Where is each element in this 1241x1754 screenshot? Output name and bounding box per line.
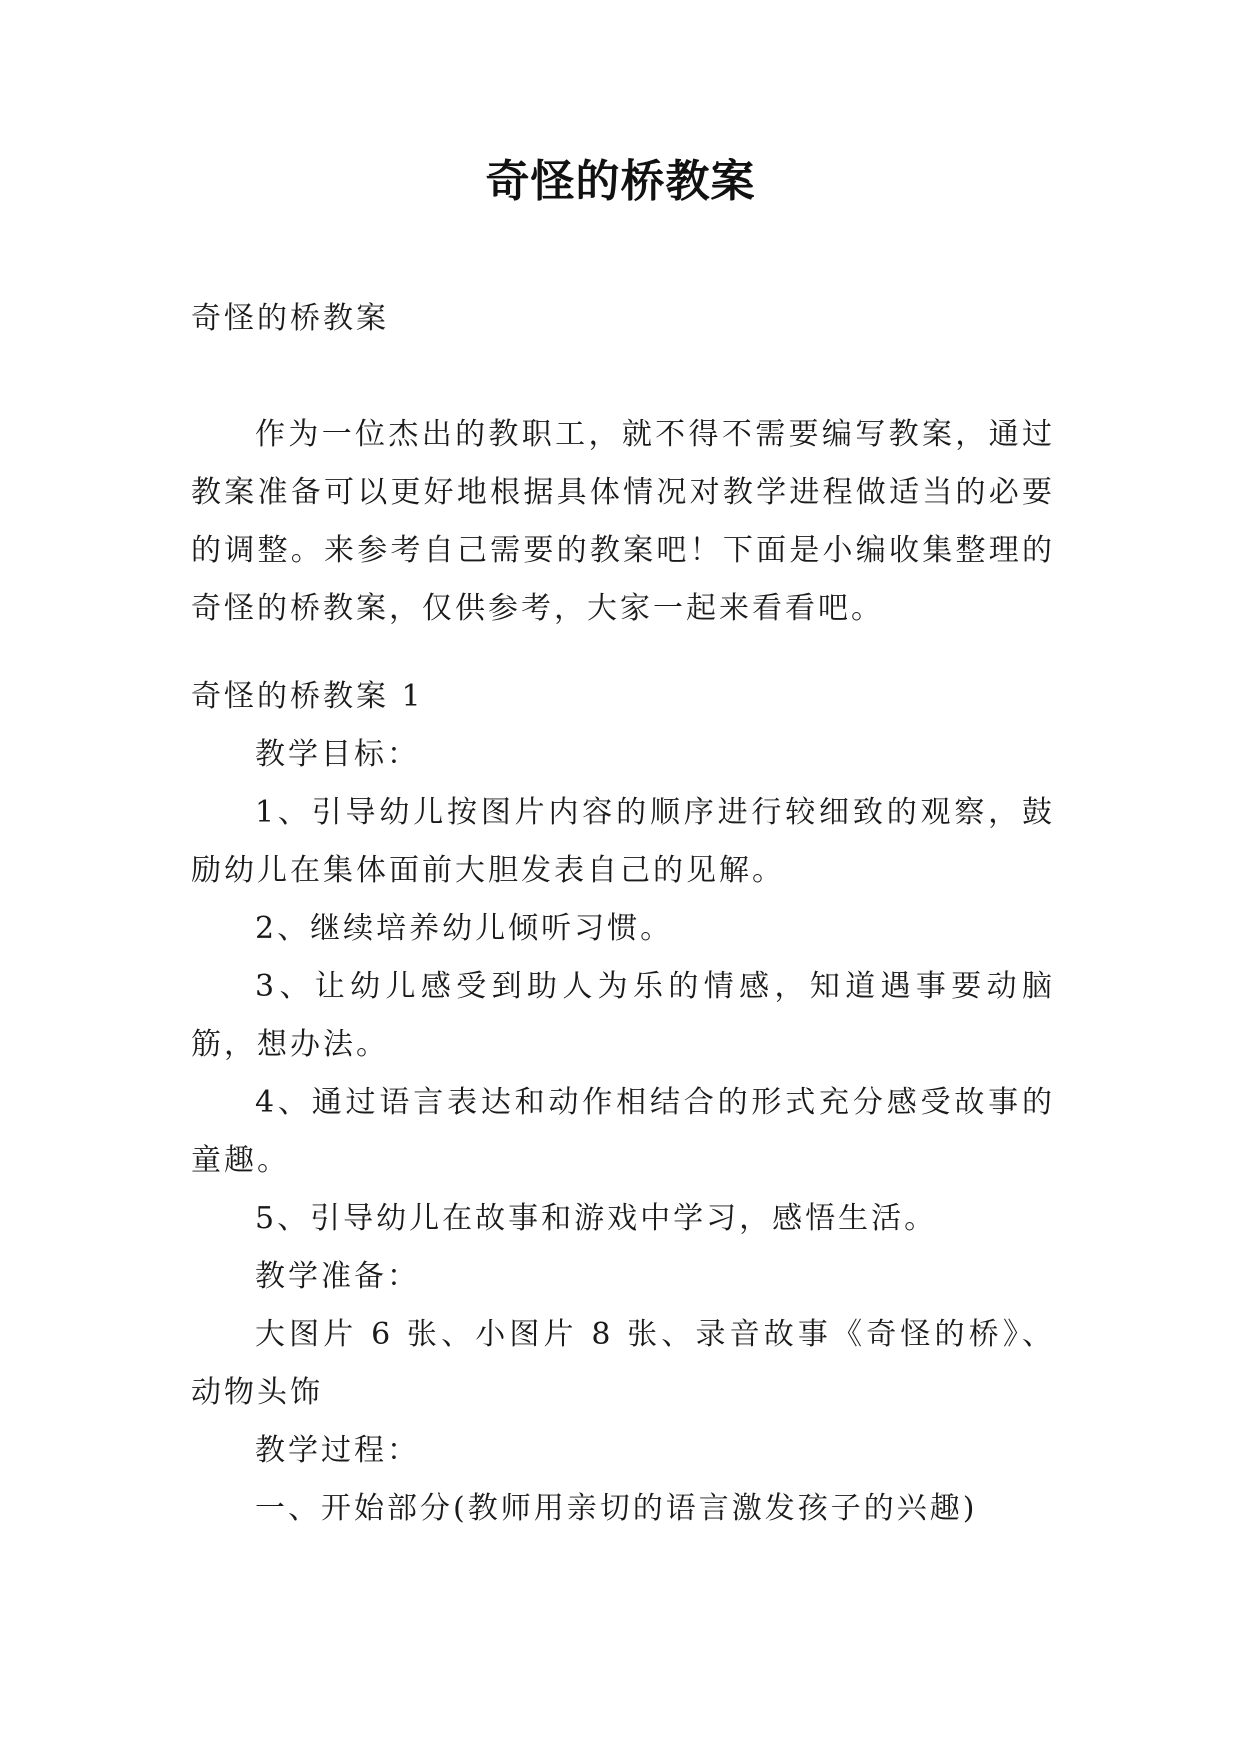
section-title: 奇怪的桥教案 1 (191, 679, 424, 714)
process-label: 教学过程： (255, 1433, 420, 1468)
prep-text: 大图片 6 张、小图片 8 张、录音故事《奇怪的桥》、动物头饰 (191, 1317, 1055, 1410)
goal-item: 5、引导幼儿在故事和游戏中学习，感悟生活。 (255, 1201, 938, 1236)
prep-label: 教学准备： (255, 1259, 420, 1294)
goal-item: 4、通过语言表达和动作相结合的形式充分感受故事的童趣。 (191, 1085, 1055, 1178)
goal-item: 1、引导幼儿按图片内容的顺序进行较细致的观察，鼓励幼儿在集体面前大胆发表自己的见解。 (191, 795, 1055, 888)
goals-label: 教学目标： (255, 737, 420, 772)
intro-paragraph: 作为一位杰出的教职工，就不得不需要编写教案，通过教案准备可以更好地根据具体情况对教学进程做适当的必要的调整。来参考自己需要的教案吧！下面是小编收集整理的奇怪的桥教案，仅供参考，大家一起来看看吧。 (191, 417, 1055, 626)
document-title: 奇怪的桥教案 (485, 156, 756, 207)
document-body (191, 290, 1055, 1538)
goal-item: 2、继续培养幼儿倾听习惯。 (255, 911, 674, 946)
document-heading: 奇怪的桥教案 (191, 301, 389, 336)
process-step: 一、开始部分(教师用亲切的语言激发孩子的兴趣) (255, 1491, 978, 1526)
goal-item: 3、让幼儿感受到助人为乐的情感，知道遇事要动脑筋，想办法。 (191, 969, 1055, 1062)
